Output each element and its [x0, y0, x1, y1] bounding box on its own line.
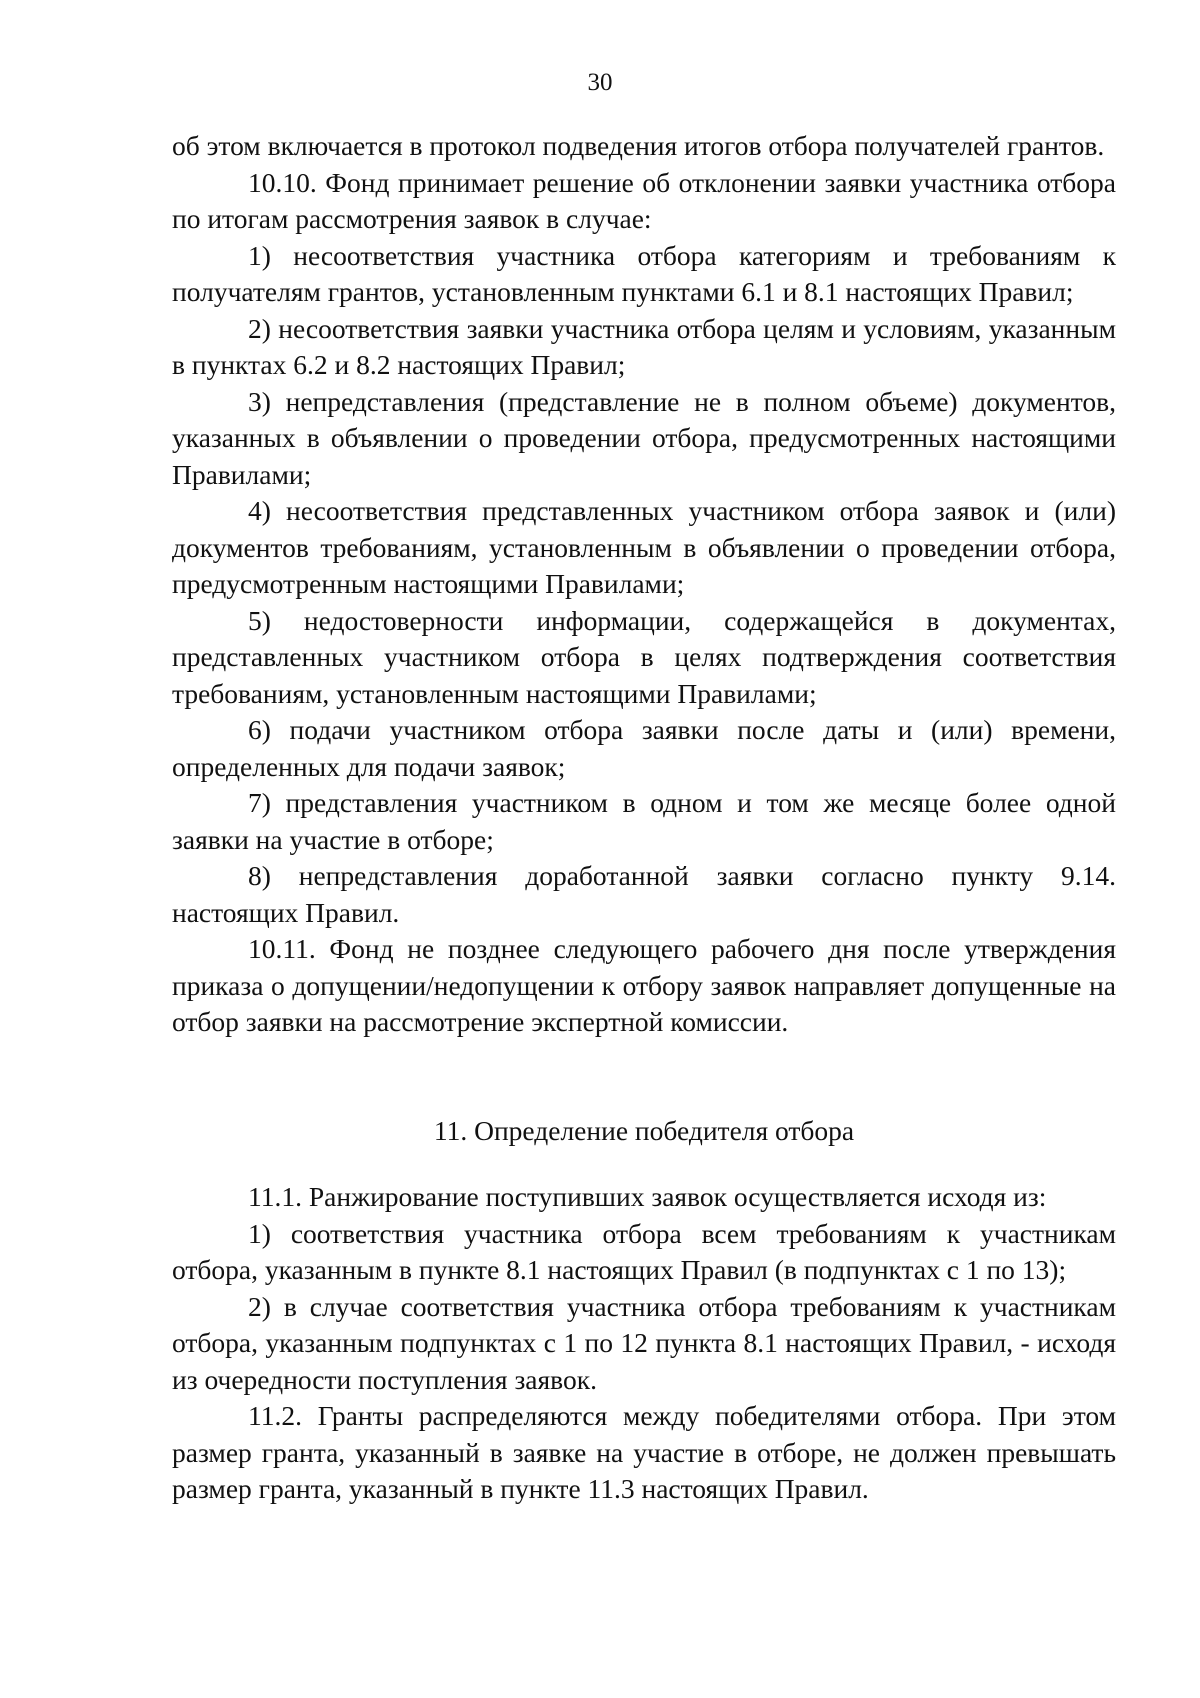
paragraph-11-2: 11.2. Гранты распределяются между победителями отбора. При этом размер гранта, указанный в заявке на участие в отборе, не должен превышать размер гранта, указанный в пункте 11.3 настоящих Правил.: [172, 1400, 1116, 1504]
section-list-item-1: 1) соответствия участника отбора всем требованиям к участникам отбора, указанным в пункте 8.1 настоящих Правил (в подпунктах с 1 по 13);: [172, 1217, 1116, 1285]
list-item-7: 7) представления участником в одном и том же месяце более одной заявки на участие в отборе;: [172, 787, 1116, 855]
paragraph-11-1: 11.1. Ранжирование поступивших заявок осуществляется исходя из:: [248, 1181, 1047, 1212]
list-item-3: 3) непредставления (представление не в полном объеме) документов, указанных в объявлении о проведении отбора, предусмотренных настоящими Правилами;: [172, 385, 1116, 490]
section-list-item-2: 2) в случае соответствия участника отбора требованиям к участникам отбора, указанным подпунктах с 1 по 12 пункта 8.1 настоящих Правил, - исходя из очередности поступления заявок.: [172, 1290, 1116, 1395]
list-item-2: 2) несоответствия заявки участника отбора целям и условиям, указанным в пунктах 6.2 и 8.2 настоящих Правил;: [172, 312, 1116, 380]
list-item-6: 6) подачи участником отбора заявки после даты и (или) времени, определенных для подачи заявок;: [172, 714, 1116, 782]
list-item-4: 4) несоответствия представленных участником отбора заявок и (или) документов требованиям, установленным в объявлении о проведении отбора, предусмотренным настоящими Правилами;: [172, 495, 1116, 599]
paragraph-10-11: 10.11. Фонд не позднее следующего рабочего дня после утверждения приказа о допущении/недопущении к отбору заявок направляет допущенные на отбор заявки на рассмотрение экспертной комиссии.: [172, 933, 1116, 1037]
list-item-8: 8) непредставления доработанной заявки согласно пункту 9.14. настоящих Правил.: [172, 860, 1116, 928]
paragraph-10-10: 10.10. Фонд принимает решение об отклонении заявки участника отбора по итогам рассмотрения заявок в случае:: [172, 166, 1116, 234]
page-number: 30: [587, 69, 613, 96]
list-item-5: 5) недостоверности информации, содержащейся в документах, представленных участником отбора в целях подтверждения соответствия требованиям, установленным настоящими Правилами;: [172, 604, 1116, 709]
section-heading: 11. Определение победителя отбора: [433, 1114, 855, 1146]
document-body: [172, 128, 1116, 1508]
paragraph-continuation: об этом включается в протокол подведения итогов отбора получателей грантов.: [172, 130, 1105, 161]
list-item-1: 1) несоответствия участника отбора категориям и требованиям к получателям грантов, установленным пунктами 6.1 и 8.1 настоящих Правил;: [172, 239, 1116, 307]
